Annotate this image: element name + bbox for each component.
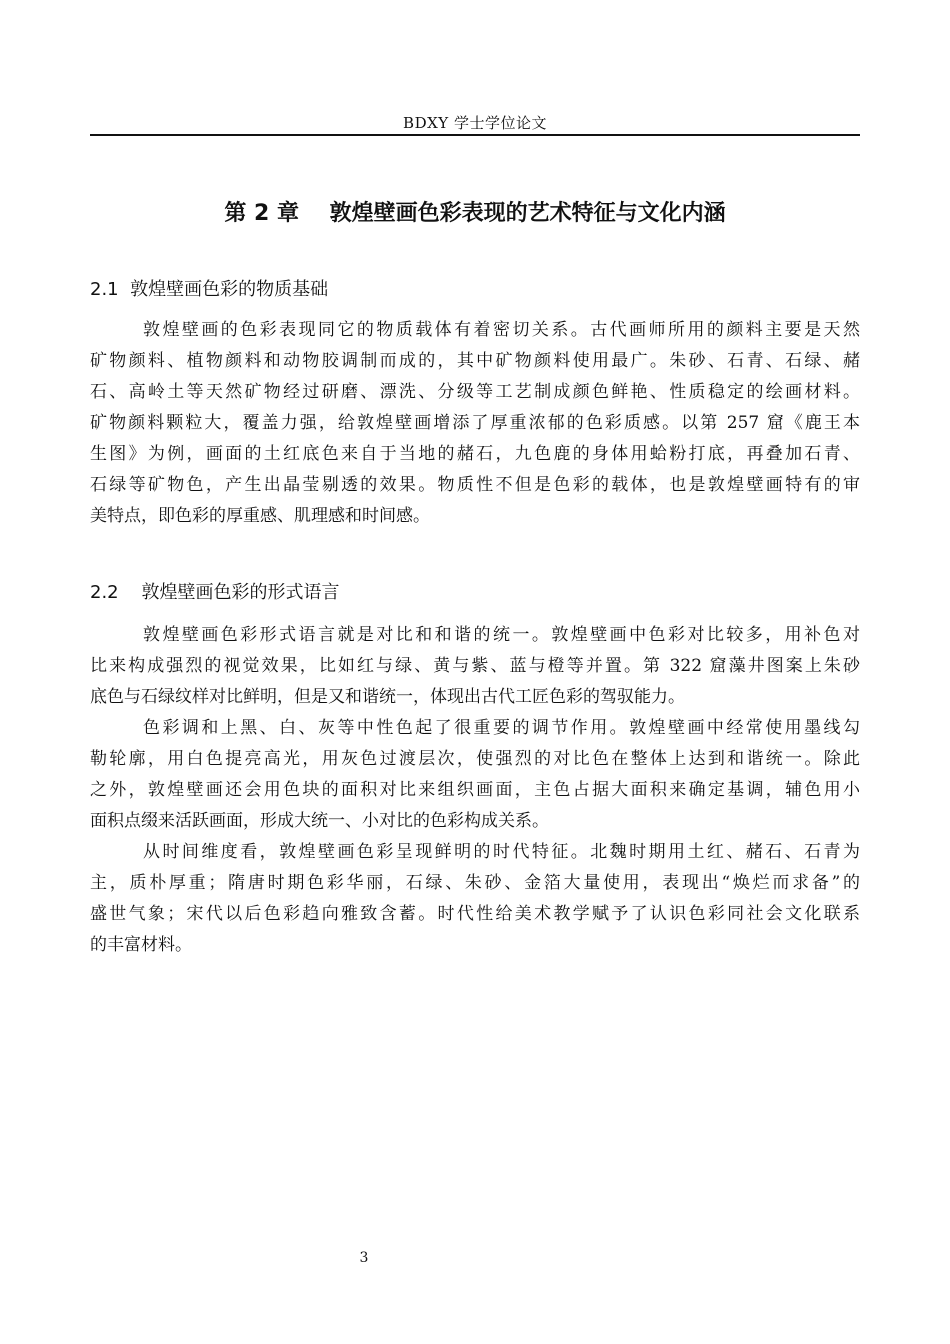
section-heading-2-2: 2.2 敦煌壁画色彩的形式语言 [90, 582, 340, 603]
paragraph-line: 面积点缀来活跃画面，形成大统一、小对比的色彩构成关系。 [90, 811, 549, 831]
section-body-2-2 [90, 620, 860, 961]
paragraph-line: 勒轮廓，用白色提亮高光，用灰色过渡层次，使强烈的对比色在整体上达到和谐统一。除此 [90, 749, 860, 769]
paragraph-line: 生图》为例，画面的土红底色来自于当地的赭石，九色鹿的身体用蛤粉打底，再叠加石青、 [90, 444, 860, 464]
paragraph-line: 敦煌壁画色彩形式语言就是对比和和谐的统一。敦煌壁画中色彩对比较多，用补色对 [143, 625, 860, 645]
paragraph-line: 之外，敦煌壁画还会用色块的面积对比来组织画面，主色占据大面积来确定基调，辅色用小 [90, 780, 860, 800]
paragraph-line: 的丰富材料。 [90, 935, 192, 955]
paragraph-line: 底色与石绿纹样对比鲜明，但是又和谐统一，体现出古代工匠色彩的驾驭能力。 [90, 687, 685, 707]
section-heading-2-1: 2.1 敦煌壁画色彩的物质基础 [90, 279, 329, 300]
paragraph-line: 主，质朴厚重；隋唐时期色彩华丽，石绿、朱砂、金箔大量使用，表现出“焕烂而求备”的 [90, 873, 860, 893]
paragraph-line: 石绿等矿物色，产生出晶莹剔透的效果。物质性不但是色彩的载体，也是敦煌壁画特有的审 [90, 475, 860, 495]
chapter-title: 第 2 章 敦煌壁画色彩表现的艺术特征与文化内涵 [224, 201, 726, 226]
paragraph-line: 色彩调和上黑、白、灰等中性色起了很重要的调节作用。敦煌壁画中经常使用墨线勾 [143, 718, 860, 738]
header-rule [90, 134, 860, 136]
paragraph-line: 矿物颜料、植物颜料和动物胶调制而成的，其中矿物颜料使用最广。朱砂、石青、石绿、赭 [90, 351, 860, 371]
paragraph-line: 敦煌壁画的色彩表现同它的物质载体有着密切关系。古代画师所用的颜料主要是天然 [143, 320, 860, 340]
paragraph-line: 盛世气象；宋代以后色彩趋向雅致含蓄。时代性给美术教学赋予了认识色彩同社会文化联系 [90, 904, 860, 924]
paragraph-line: 比来构成强烈的视觉效果，比如红与绿、黄与紫、蓝与橙等并置。第 322 窟藻井图案上朱砂 [90, 656, 860, 676]
running-header: BDXY 学士学位论文 [403, 114, 547, 132]
paragraph-line: 石、高岭土等天然矿物经过研磨、漂洗、分级等工艺制成颜色鲜艳、性质稳定的绘画材料。 [90, 382, 860, 402]
paragraph-line: 从时间维度看，敦煌壁画色彩呈现鲜明的时代特征。北魏时期用土红、赭石、石青为 [143, 842, 860, 862]
paragraph-line: 矿物颜料颗粒大，覆盖力强，给敦煌壁画增添了厚重浓郁的色彩质感。以第 257 窟《鹿王本 [90, 413, 860, 433]
page-number: 3 [359, 1250, 369, 1266]
paragraph-line: 美特点，即色彩的厚重感、肌理感和时间感。 [90, 506, 430, 526]
section-body-2-1 [90, 315, 860, 532]
